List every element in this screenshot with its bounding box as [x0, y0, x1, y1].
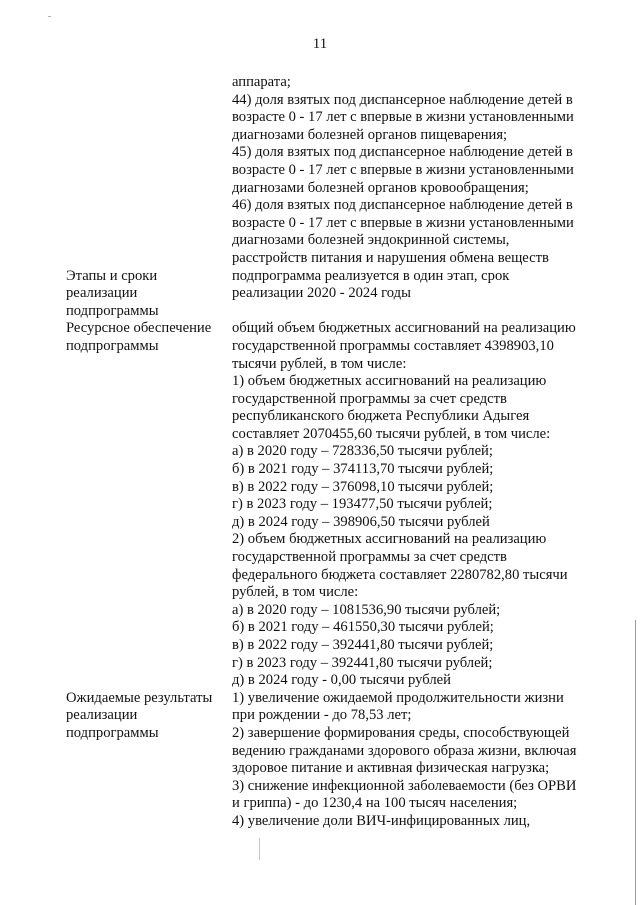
content-line: 1) объем бюджетных ассигнований на реализацию — [232, 373, 547, 390]
scan-corner-mark — [48, 16, 51, 17]
content-line: 2) объем бюджетных ассигнований на реализацию — [232, 531, 547, 548]
subprogram-passport-table — [66, 74, 606, 831]
content-line: 3) снижение инфекционной заболеваемости (без ОРВИ — [232, 777, 577, 794]
content-line: возрасте 0 - 17 лет с впервые в жизни установленными — [232, 161, 574, 178]
content-line: ведению гражданами здорового образа жизни, включая — [232, 742, 577, 759]
content-line: государственной программы за счет средств — [232, 549, 507, 566]
row-label — [66, 268, 232, 321]
content-line: диагнозами болезней органов кровообращения; — [232, 179, 529, 196]
content-line: аппарата; — [232, 74, 291, 90]
content-line: рублей, в том числе: — [232, 584, 359, 601]
content-line: при рождении - до 78,53 лет; — [232, 707, 412, 724]
row-content — [232, 690, 606, 831]
content-line: в) в 2022 году – 376098,10 тысячи рублей; — [232, 478, 494, 495]
label-line: подпрограммы — [66, 724, 159, 741]
content-line: 4) увеличение доли ВИЧ-инфицированных лиц, — [232, 812, 531, 829]
content-line: расстройств питания и нарушения обмена веществ — [232, 249, 549, 266]
content-line: 2) завершение формирования среды, способствующей — [232, 724, 570, 741]
content-line: возрасте 0 - 17 лет с впервые в жизни установленными — [232, 109, 574, 126]
label-line: Ресурсное обеспечение — [66, 320, 212, 337]
content-line: а) в 2020 году – 728336,50 тысячи рублей; — [232, 443, 493, 460]
content-line: государственной программы составляет 4398903,10 — [232, 337, 554, 354]
content-line: г) в 2023 году – 392441,80 тысячи рублей; — [232, 654, 493, 671]
row-content — [232, 320, 606, 689]
content-line: диагнозами болезней эндокринной системы, — [232, 232, 510, 249]
table-row-resource-provision — [66, 320, 606, 689]
label-line: реализации — [66, 285, 138, 302]
content-line: в) в 2022 году – 392441,80 тысячи рублей; — [232, 637, 494, 653]
content-line: 44) доля взятых под диспансерное наблюдение детей в — [232, 91, 573, 108]
content-line: общий объем бюджетных ассигнований на реализацию — [232, 320, 576, 337]
content-line: д) в 2024 году – 398906,50 тысячи рублей — [232, 513, 490, 530]
content-line: г) в 2023 году – 193477,50 тысячи рублей; — [232, 496, 493, 513]
content-line: федерального бюджета составляет 2280782,80 тысячи — [232, 566, 568, 583]
page-edge-line — [635, 620, 636, 905]
table-row-expected-results — [66, 690, 606, 831]
content-line: а) в 2020 году – 1081536,90 тысячи рублей; — [232, 601, 501, 618]
content-line: б) в 2021 году – 374113,70 тысячи рублей; — [232, 461, 494, 478]
label-line: Ожидаемые результаты — [66, 689, 213, 706]
table-row-indicators-continued — [66, 74, 606, 268]
row-label — [66, 690, 232, 743]
table-row-stages-and-terms — [66, 268, 606, 321]
content-line: реализации 2020 - 2024 годы — [232, 285, 411, 302]
content-line: республиканского бюджета Республики Адыгея — [232, 408, 530, 425]
content-line: возрасте 0 - 17 лет с впервые в жизни установленными — [232, 214, 574, 231]
page-number: 11 — [312, 36, 328, 52]
content-line: и гриппа) - до 1230,4 на 100 тысяч населения; — [232, 795, 518, 812]
content-line: диагнозами болезней органов пищеварения; — [232, 126, 508, 143]
row-label — [66, 320, 232, 355]
content-line: д) в 2024 году - 0,00 тысячи рублей — [232, 672, 451, 689]
label-line: подпрограммы — [66, 302, 159, 319]
row-content — [232, 74, 606, 268]
content-line: государственной программы за счет средств — [232, 390, 507, 407]
content-line: 45) доля взятых под диспансерное наблюдение детей в — [232, 144, 573, 161]
row-content — [232, 268, 606, 303]
label-line: реализации — [66, 707, 138, 724]
content-line: тысячи рублей, в том числе: — [232, 355, 407, 372]
content-line: 46) доля взятых под диспансерное наблюдение детей в — [232, 197, 573, 214]
scan-artifact-mark — [259, 838, 260, 860]
label-line: подпрограммы — [66, 337, 159, 354]
content-line: 1) увеличение ожидаемой продолжительности жизни — [232, 689, 564, 706]
content-line: здоровое питание и активная физическая нагрузка; — [232, 760, 550, 777]
content-line: б) в 2021 году – 461550,30 тысячи рублей; — [232, 619, 494, 636]
content-line: составляет 2070455,60 тысячи рублей, в том числе: — [232, 425, 551, 442]
content-line: подпрограмма реализуется в один этап, срок — [232, 267, 510, 284]
label-line: Этапы и сроки — [66, 267, 158, 284]
